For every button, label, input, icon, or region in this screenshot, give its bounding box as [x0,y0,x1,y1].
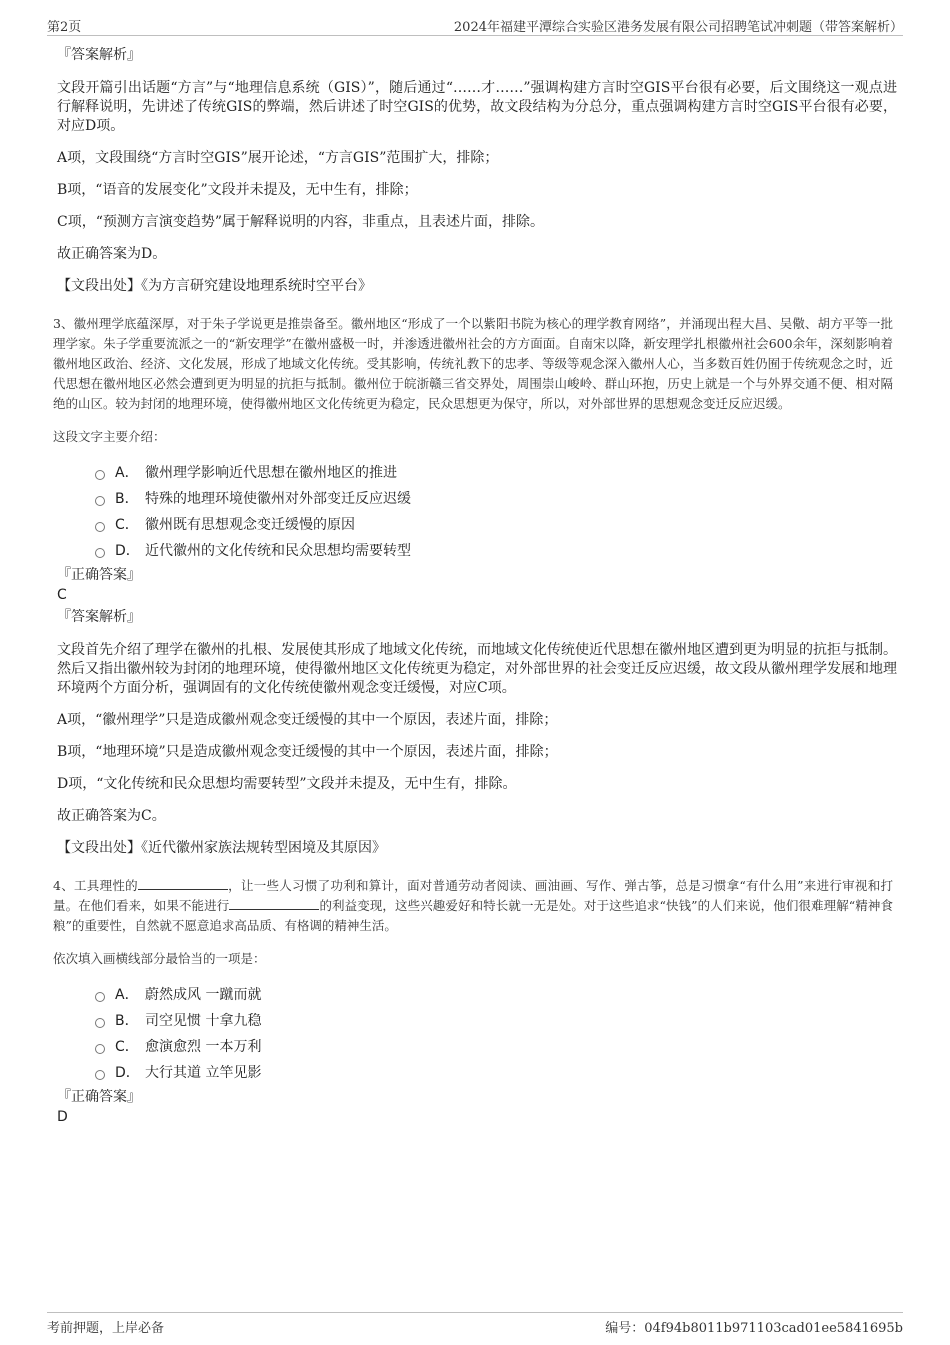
q3-analysis-label: 『答案解析』 [57,609,141,625]
page-content [53,45,897,1129]
radio-icon[interactable] [95,1018,105,1028]
option-text: 特殊的地理环境使徽州对外部变迁反应迟缓 [145,491,411,507]
q4-options [95,982,897,1086]
fill-blank-1 [138,876,228,890]
option-text: 司空见惯 十拿九稳 [145,1013,262,1029]
q4-option-c[interactable] [95,1034,897,1060]
fill-blank-2 [229,896,319,910]
option-text: 徽州既有思想观念变迁缓慢的原因 [145,517,355,533]
radio-icon[interactable] [95,522,105,532]
radio-icon[interactable] [95,470,105,480]
q3-option-b-explanation: B项，“地理环境”只是造成徽州观念变迁缓慢的其中一个原因，表述片面，排除； [57,744,558,760]
q2-analysis-label: 『答案解析』 [57,47,141,63]
option-letter: B． [115,1013,139,1029]
option-letter: A． [115,465,139,481]
option-letter: B． [115,491,139,507]
document-id: 编号：04f94b8011b971103cad01ee5841695b [605,1321,903,1336]
q4-text-part-2: ，让一些人习惯了功利和算计，面对普通劳动者阅读、画油画、写作、弹古筝，总是习惯拿“有什么用”来进行审视和打量。在他们看来，如果不能进行 [53,878,893,913]
q3-option-d[interactable] [95,538,897,564]
q2-option-c-explanation: C项，“预测方言演变趋势”属于解释说明的内容，非重点，且表述片面，排除。 [57,214,545,230]
page-footer [47,1312,903,1337]
q3-conclusion: 故正确答案为C。 [57,808,166,824]
radio-icon[interactable] [95,1070,105,1080]
q3-text: 3、徽州理学底蕴深厚，对于朱子学说更是推崇备至。徽州地区“形成了一个以紫阳书院为核心的理学教育网络”，并涌现出程大昌、吴儆、胡方平等一批理学家。朱子学重要流派之一的“新安理学”在徽州盛极一时，并渗透进徽州社会的方方面面。自南宋以降，新安理学扎根徽州社会600余年，深刻影响着徽州地区政治、经济、文化发展，形成了地域文化传统。受其影响，传统礼教下的忠孝、等级等观念深入徽州人心，当多数百姓仍囿于传统观念之时，近代思想在徽州地区必然会遭到更为明显的抗拒与抵制。徽州位于皖浙赣三省交界处，周围崇山峻岭、群山环抱，历史上就是一个与外界交通不便、相对隔绝的山区。较为封闭的地理环境，使得徽州地区文化传统更为稳定，民众思想更为保守，所以，对外部世界的思想观念变迁反应迟缓。 [53,316,893,411]
q3-option-d-explanation: D项，“文化传统和民众思想均需要转型”文段并未提及，无中生有，排除。 [57,776,517,792]
q3-options [95,460,897,564]
q4-prompt: 依次填入画横线部分最恰当的一项是： [53,951,266,966]
q4-text [53,876,893,936]
q4-option-d[interactable] [95,1060,897,1086]
option-text: 近代徽州的文化传统和民众思想均需要转型 [145,543,411,559]
q3-option-b[interactable] [95,486,897,512]
q4-answer-label: 『正确答案』 [57,1089,141,1105]
page-header [47,13,903,36]
option-text: 愈演愈烈 一本万利 [145,1039,262,1055]
q4-text-part-3: 的利益变现，这些兴趣爱好和特长就一无是处。对于这些追求“快钱”的人们来说，他们很难理解“精神食粮”的重要性，自然就不愿意追求高品质、有格调的精神生活。 [53,898,893,933]
radio-icon[interactable] [95,548,105,558]
q4-option-a[interactable] [95,982,897,1008]
q3-answer-label: 『正确答案』 [57,567,141,583]
radio-icon[interactable] [95,1044,105,1054]
q2-analysis: 文段开篇引出话题“方言”与“地理信息系统（GIS）”，随后通过“……才……”强调构建方言时空GIS平台很有必要，后文围绕这一观点进行解释说明，先讲述了传统GIS的弊端，然后讲述了时空GIS的优势，故文段结构为分总分，重点强调构建方言时空GIS平台很有必要，对应D项。 [57,80,897,134]
q3-option-c[interactable] [95,512,897,538]
footer-slogan: 考前押题，上岸必备 [47,1321,165,1336]
option-letter: A． [115,987,139,1003]
q3-analysis: 文段首先介绍了理学在徽州的扎根、发展使其形成了地域文化传统，而地域文化传统使近代思想在徽州地区遭到更为明显的抗拒与抵制。然后又指出徽州较为封闭的地理环境，使得徽州地区文化传统更为稳定，对外部世界的社会变迁反应迟缓，故文段从徽州理学发展和地理环境两个方面分析，强调固有的文化传统使徽州观念变迁缓慢，对应C项。 [57,642,897,696]
document-title: 2024年福建平潭综合实验区港务发展有限公司招聘笔试冲刺题（带答案解析） [453,20,903,35]
option-letter: C． [115,1039,139,1055]
q4-option-b[interactable] [95,1008,897,1034]
q3-option-a[interactable] [95,460,897,486]
q3-answer: C [57,587,67,603]
option-text: 徽州理学影响近代思想在徽州地区的推进 [145,465,397,481]
option-text: 大行其道 立竿见影 [145,1065,262,1081]
q4-answer: D [57,1109,68,1125]
radio-icon[interactable] [95,496,105,506]
option-letter: D． [115,1065,140,1081]
q3-option-a-explanation: A项，“徽州理学”只是造成徽州观念变迁缓慢的其中一个原因，表述片面，排除； [57,712,558,728]
radio-icon[interactable] [95,992,105,1002]
q2-option-b-explanation: B项，“语音的发展变化”文段并未提及，无中生有，排除； [57,182,418,198]
option-text: 蔚然成风 一蹴而就 [145,987,262,1003]
q3-source: 【文段出处】《近代徽州家族法规转型困境及其原因》 [57,840,386,856]
q3-prompt: 这段文字主要介绍： [53,429,166,444]
page-number: 第2页 [47,20,82,35]
q2-option-a-explanation: A项，文段围绕“方言时空GIS”展开论述，“方言GIS”范围扩大，排除； [57,150,499,166]
q2-source: 【文段出处】《为方言研究建设地理系统时空平台》 [57,278,372,294]
q2-conclusion: 故正确答案为D。 [57,246,167,262]
q4-text-part-1: 4、工具理性的 [53,878,138,893]
option-letter: D． [115,543,140,559]
option-letter: C． [115,517,139,533]
